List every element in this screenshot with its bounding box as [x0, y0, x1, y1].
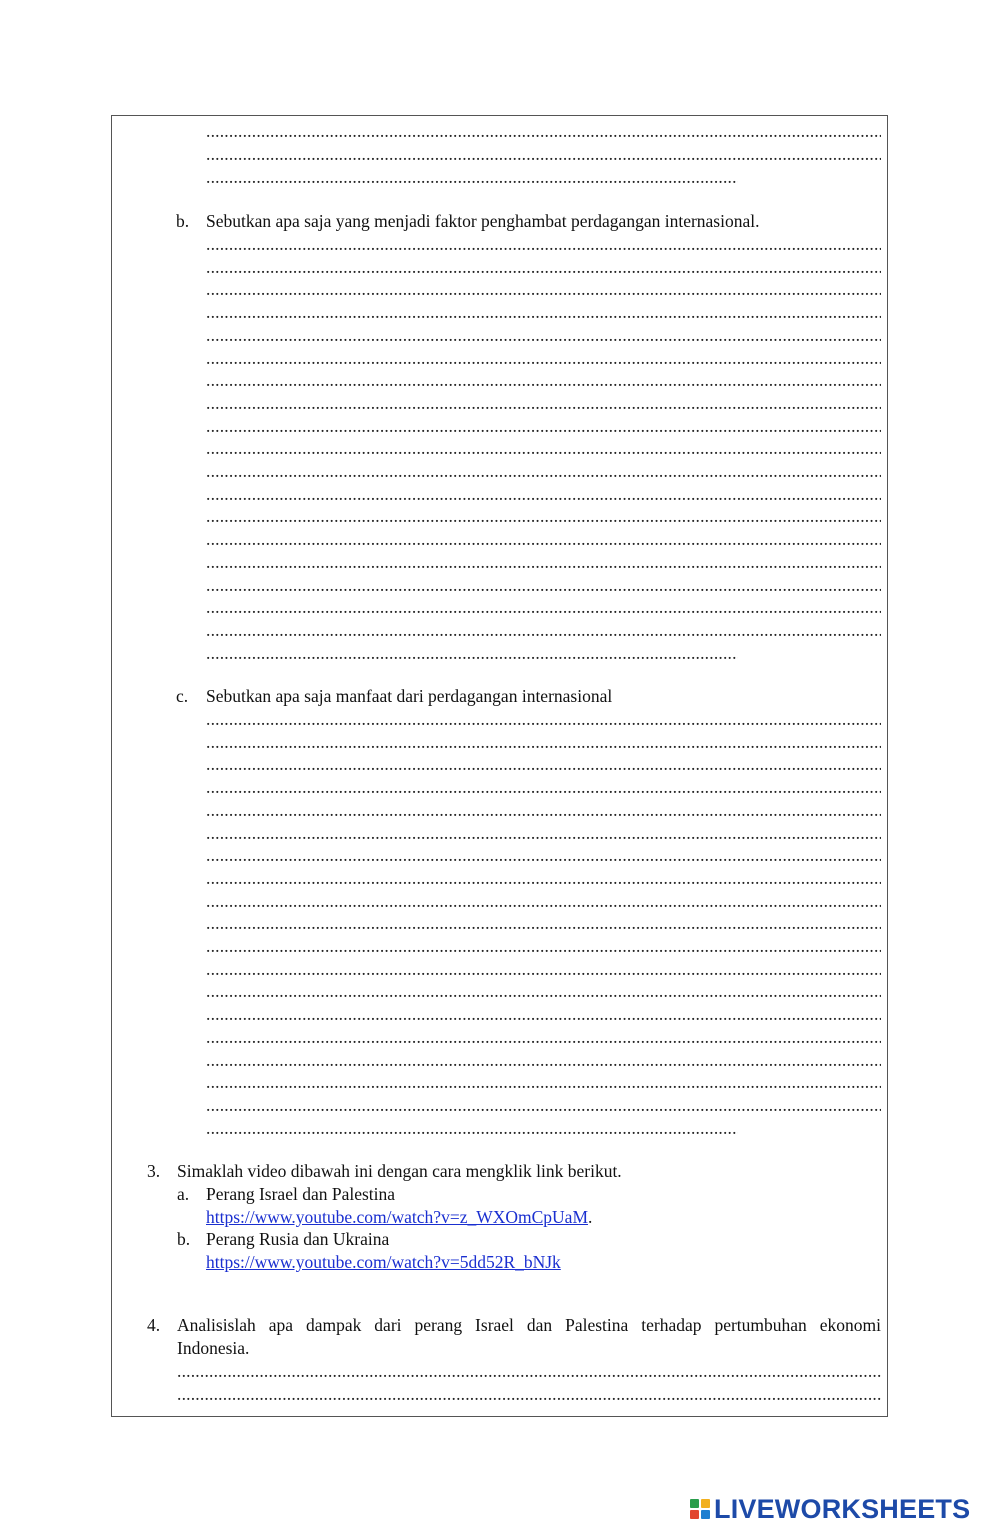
answer-line[interactable]	[206, 890, 881, 912]
item-marker-c: c.	[176, 686, 189, 706]
youtube-link-israel-palestina[interactable]: https://www.youtube.com/watch?v=z_WXOmCpUaM	[206, 1207, 589, 1227]
answer-line[interactable]	[206, 844, 881, 866]
answer-line[interactable]	[206, 1117, 738, 1139]
answer-line[interactable]	[206, 596, 881, 618]
question-4-number: 4.	[147, 1315, 161, 1335]
answer-line[interactable]	[206, 528, 881, 550]
question-c-text: Sebutkan apa saja manfaat dari perdagangan internasional	[206, 686, 613, 706]
answer-line[interactable]	[206, 776, 881, 798]
link-suffix: .	[588, 1207, 593, 1227]
answer-line[interactable]	[206, 505, 881, 527]
question-b-text: Sebutkan apa saja yang menjadi faktor penghambat perdagangan internasional.	[206, 211, 760, 231]
logo-square	[690, 1510, 699, 1519]
answer-line[interactable]	[206, 1003, 881, 1025]
question-4-line2: Indonesia.	[177, 1338, 250, 1358]
answer-line[interactable]	[206, 1049, 881, 1071]
answer-line[interactable]	[206, 708, 881, 730]
question-3-text: Simaklah video dibawah ini dengan cara mengklik link berikut.	[177, 1161, 622, 1181]
answer-line[interactable]	[206, 935, 881, 957]
answer-line[interactable]	[206, 867, 881, 889]
logo-square	[701, 1499, 710, 1508]
question-3-number: 3.	[147, 1161, 161, 1181]
answer-line[interactable]	[206, 233, 881, 255]
q3-item-b-title: Perang Rusia dan Ukraina	[206, 1229, 390, 1249]
answer-line[interactable]	[206, 642, 738, 664]
answer-line[interactable]	[206, 958, 881, 980]
answer-line[interactable]	[206, 120, 881, 142]
answer-line[interactable]	[206, 1026, 881, 1048]
answer-line[interactable]	[206, 1094, 881, 1116]
answer-line[interactable]	[206, 460, 881, 482]
answer-line[interactable]	[206, 551, 881, 573]
youtube-link-rusia-ukraina[interactable]: https://www.youtube.com/watch?v=5dd52R_bNJk	[206, 1252, 561, 1272]
liveworksheets-logo	[690, 1492, 990, 1526]
answer-line[interactable]	[206, 1071, 881, 1093]
item-marker-b: b.	[176, 211, 190, 231]
q3-item-a-line	[206, 1206, 592, 1228]
answer-line[interactable]	[206, 799, 881, 821]
answer-line[interactable]	[206, 753, 881, 775]
answer-line[interactable]	[206, 166, 738, 188]
answer-line[interactable]	[206, 324, 881, 346]
q3-item-b-line	[206, 1251, 561, 1273]
answer-line[interactable]	[177, 1360, 881, 1382]
answer-line[interactable]	[206, 369, 881, 391]
logo-square	[701, 1510, 710, 1519]
q3-item-a-marker: a.	[177, 1184, 190, 1204]
answer-line[interactable]	[206, 256, 881, 278]
logo-square	[690, 1499, 699, 1508]
answer-line[interactable]	[206, 980, 881, 1002]
answer-line[interactable]	[206, 574, 881, 596]
answer-line[interactable]	[206, 437, 881, 459]
answer-line[interactable]	[206, 301, 881, 323]
answer-line[interactable]	[177, 1383, 881, 1405]
answer-line[interactable]	[206, 347, 881, 369]
answer-line[interactable]	[206, 415, 881, 437]
q3-item-b-marker: b.	[177, 1229, 191, 1249]
answer-line[interactable]	[206, 822, 881, 844]
answer-line[interactable]	[206, 143, 881, 165]
answer-line[interactable]	[206, 619, 881, 641]
question-4-line1: Analisislah apa dampak dari perang Israel dan Palestina terhadap pertumbuhan ekonomi	[177, 1315, 881, 1335]
liveworksheets-logo-icon	[690, 1499, 710, 1519]
q3-item-a-title: Perang Israel dan Palestina	[206, 1184, 396, 1204]
answer-line[interactable]	[206, 731, 881, 753]
answer-line[interactable]	[206, 392, 881, 414]
answer-line[interactable]	[206, 278, 881, 300]
liveworksheets-logo-text: LIVEWORKSHEETS	[714, 1493, 971, 1524]
answer-line[interactable]	[206, 483, 881, 505]
answer-line[interactable]	[206, 912, 881, 934]
